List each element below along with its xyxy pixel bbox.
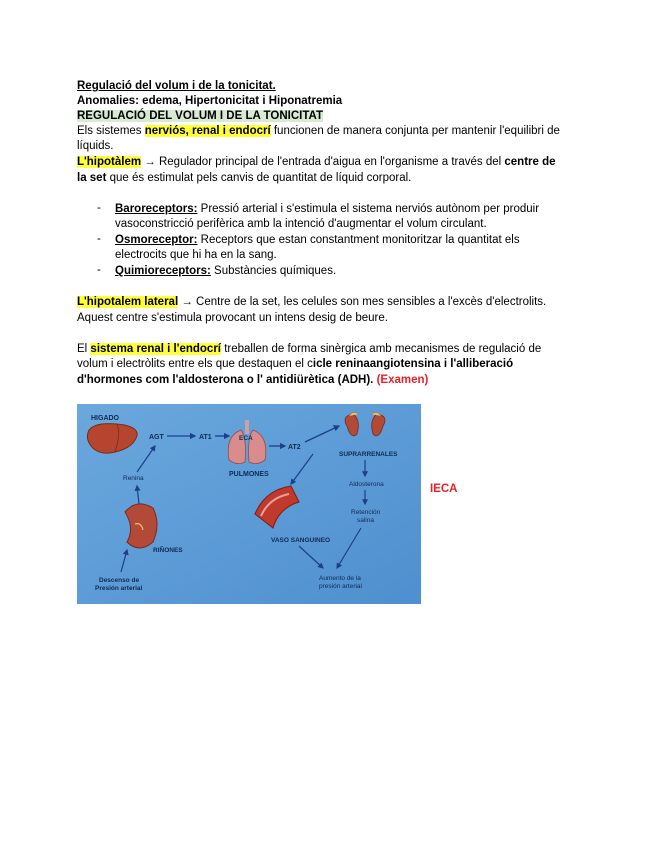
label-aumento-2: presión arterial — [319, 583, 362, 590]
text-run: Substàncies químiques. — [210, 265, 337, 277]
highlight-hypothalamus: L'hipotàlem — [77, 156, 142, 168]
text-bold: icle reninaangiotensina i l'alliberació — [312, 358, 514, 370]
text-run: Els sistemes — [77, 125, 145, 137]
highlight-lateral: L'hipotalem lateral — [77, 296, 179, 308]
bullet-dash: - — [97, 233, 101, 245]
raas-diagram-svg — [77, 404, 421, 604]
bullet-chemoreceptors — [115, 264, 336, 279]
bullet-term: Osmoreceptor: — [115, 234, 198, 246]
section-heading — [77, 109, 323, 124]
paragraph-hypothalamus-line2 — [77, 171, 411, 186]
label-aldosterona: Aldosterona — [349, 481, 384, 488]
text-run: Receptors que estan constantment monitoritzar la quantitat els — [197, 234, 520, 246]
text-run: que és estimulat pels canvis de quantitat de líquid corporal. — [106, 172, 412, 184]
label-salina: salina — [357, 517, 374, 524]
text-run: El — [77, 343, 91, 355]
bullet-baroreceptors — [115, 202, 539, 217]
highlight-renal: sistema renal i l'endocrí — [90, 343, 221, 355]
paragraph-hypothalamus — [77, 155, 556, 170]
label-suprarrenales: SUPRARRENALES — [339, 451, 398, 458]
label-at1: AT1 — [199, 434, 212, 441]
paragraph-renal-line2 — [77, 357, 513, 372]
bullet-osmoreceptor — [115, 233, 520, 248]
section-heading-text: REGULACIÓ DEL VOLUM I DE LA TONICITAT — [77, 110, 323, 122]
text-run: Pressió arterial i s'estimula el sistema nerviós autònom per produir — [197, 203, 540, 215]
label-at2: AT2 — [288, 444, 301, 451]
doc-title: Regulació del volum i de la tonicitat. — [77, 80, 276, 92]
ieca-annotation: IECA — [430, 483, 458, 495]
paragraph-lateral — [77, 295, 546, 310]
bullet-baroreceptors-line2: vasoconstricció perifèrica amb la intenció d'augmentar el volum circulant. — [115, 218, 487, 230]
bullet-term: Quimioreceptors: — [115, 265, 211, 277]
label-agt: AGT — [149, 434, 164, 441]
bullet-osmoreceptor-line2: electrocits que hi ha en la sang. — [115, 249, 277, 261]
label-higado: HIGADO — [91, 415, 119, 422]
text-run: funcionen de manera conjunta per mantenir l'equilibri de — [270, 125, 560, 137]
label-rinones: RIÑONES — [153, 547, 183, 554]
paragraph-systems-line2: líquids. — [77, 140, 114, 152]
label-descenso-2: Presión arterial — [95, 585, 143, 592]
label-retencion: Retención — [351, 509, 381, 516]
paragraph-lateral-line2: Aquest centre s'estimula provocant un intens desig de beure. — [77, 312, 388, 324]
exam-tag: (Examen) — [376, 374, 429, 386]
text-bold: centre de — [504, 156, 556, 168]
label-renina: Renina — [123, 475, 144, 482]
paragraph-systems — [77, 124, 560, 139]
text-bold: la set — [77, 172, 107, 184]
text-run: → Regulador principal de l'entrada d'aigua en l'organisme a través del — [141, 156, 505, 168]
raas-diagram — [77, 404, 421, 604]
bullet-dash: - — [97, 202, 101, 214]
paragraph-renal — [77, 342, 541, 357]
text-run: volum i electròlits entre els que destaquen el c — [77, 358, 313, 370]
bullet-dash: - — [97, 264, 101, 276]
paragraph-renal-line3 — [77, 373, 428, 388]
label-descenso-1: Descenso de — [99, 577, 140, 584]
doc-subtitle: Anomalies: edema, Hipertonicitat i Hiponatremia — [77, 95, 343, 107]
highlight-systems: nerviós, renal i endocrí — [144, 125, 271, 137]
text-bold: d'hormones com l'aldosterona o l' antidiürètica (ADH). — [77, 374, 374, 386]
label-vaso: VASO SANGUINEO — [271, 537, 331, 544]
text-run: treballen de forma sinèrgica amb mecanismes de regulació de — [221, 343, 542, 355]
text-run: → Centre de la set, les celules son mes sensibles a l'excès d'electrolits. — [178, 296, 547, 308]
label-aumento-1: Aumento de la — [319, 575, 361, 582]
label-pulmones: PULMONES — [229, 471, 269, 478]
bullet-term: Baroreceptors: — [115, 203, 198, 215]
label-eca: ECA — [239, 435, 253, 442]
